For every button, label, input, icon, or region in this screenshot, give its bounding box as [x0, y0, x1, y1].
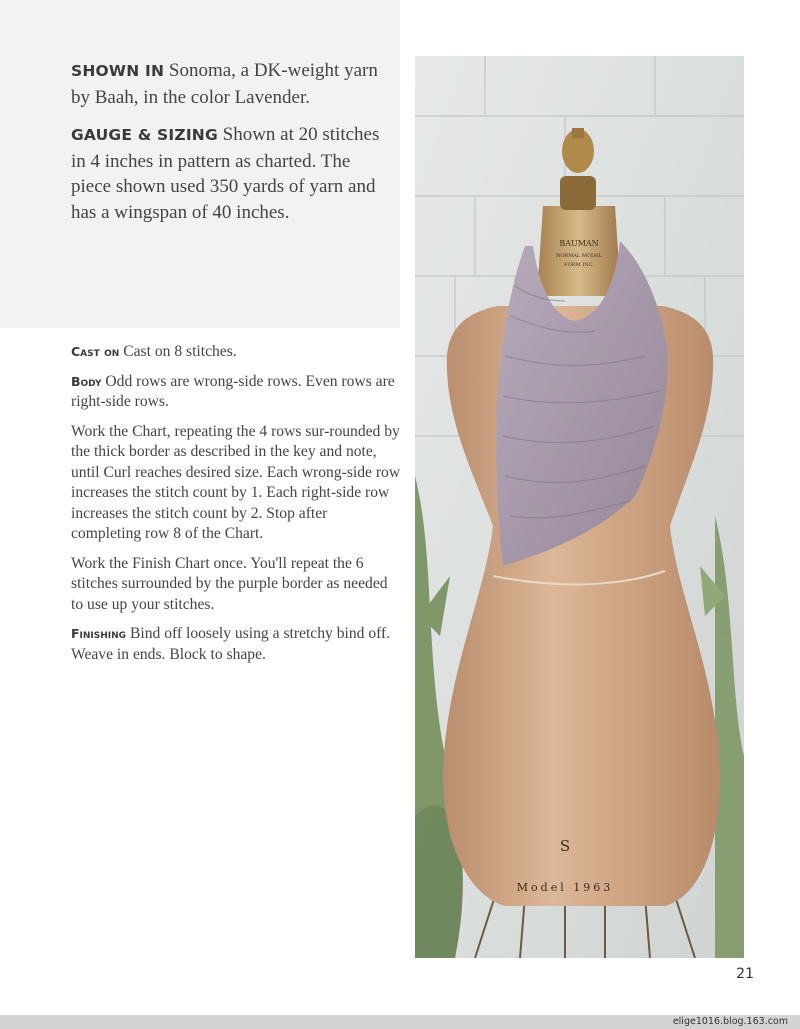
- cast-on-paragraph: [71, 342, 401, 363]
- finishing-text: Bind off loosely using a stretchy bind off. Weave in ends. Block to shape.: [71, 625, 391, 663]
- page-number: 21: [736, 966, 754, 982]
- neck-cap: [560, 176, 596, 210]
- body-paragraph: [71, 372, 401, 413]
- finishing-paragraph: [71, 624, 401, 665]
- form-size-mark: S: [559, 837, 571, 855]
- chart-paragraph: Work the Chart, repeating the 4 rows sur-rounded by the thick border as described in the key and note, until Curl reaches desired size. Each wrong-side row increases the stitch count by 1. Each right-side row increases the stitch count by 2. Stop after completing row 8 of the Chart.: [71, 422, 401, 542]
- dress-form-photo: [415, 56, 744, 958]
- shown-in-text: Sonoma, a DK-weight yarn by Baah, in the color Lavender.: [71, 60, 378, 108]
- shown-in-heading: SHOWN IN: [71, 62, 165, 80]
- instructions: [71, 342, 401, 674]
- cast-on-heading: Cast on: [71, 344, 120, 359]
- dress-form-neck: [537, 206, 621, 296]
- body-heading: Body: [71, 373, 102, 389]
- dress-form-illustration: [415, 56, 744, 958]
- gauge-heading: GAUGE & SIZING: [71, 126, 218, 144]
- intro-text: [71, 58, 391, 237]
- shown-in-paragraph: [71, 58, 391, 110]
- finishing-heading: Finishing: [71, 626, 127, 641]
- gauge-paragraph: [71, 122, 391, 225]
- form-model-mark: Model 1963: [516, 881, 614, 894]
- form-label-top: BAUMAN: [559, 239, 599, 248]
- cast-on-text: Cast on 8 stitches.: [123, 343, 237, 360]
- watermark: elige1016.blog.163.com: [672, 1016, 788, 1027]
- form-label-line2: NORMAL MODEL: [555, 253, 603, 259]
- finish-chart-paragraph: Work the Finish Chart once. You'll repeat the 6 stitches surrounded by the purple border as needed to use up your stitches.: [71, 554, 388, 613]
- gauge-text: Shown at 20 stitches in 4 inches in pattern as charted. The piece shown used 350 yards of yarn and has a wingspan of 40 inches.: [71, 124, 380, 223]
- body-text: Odd rows are wrong-side rows. Even rows are right-side rows.: [71, 372, 395, 410]
- form-label-line3: FORM INC.: [564, 262, 594, 268]
